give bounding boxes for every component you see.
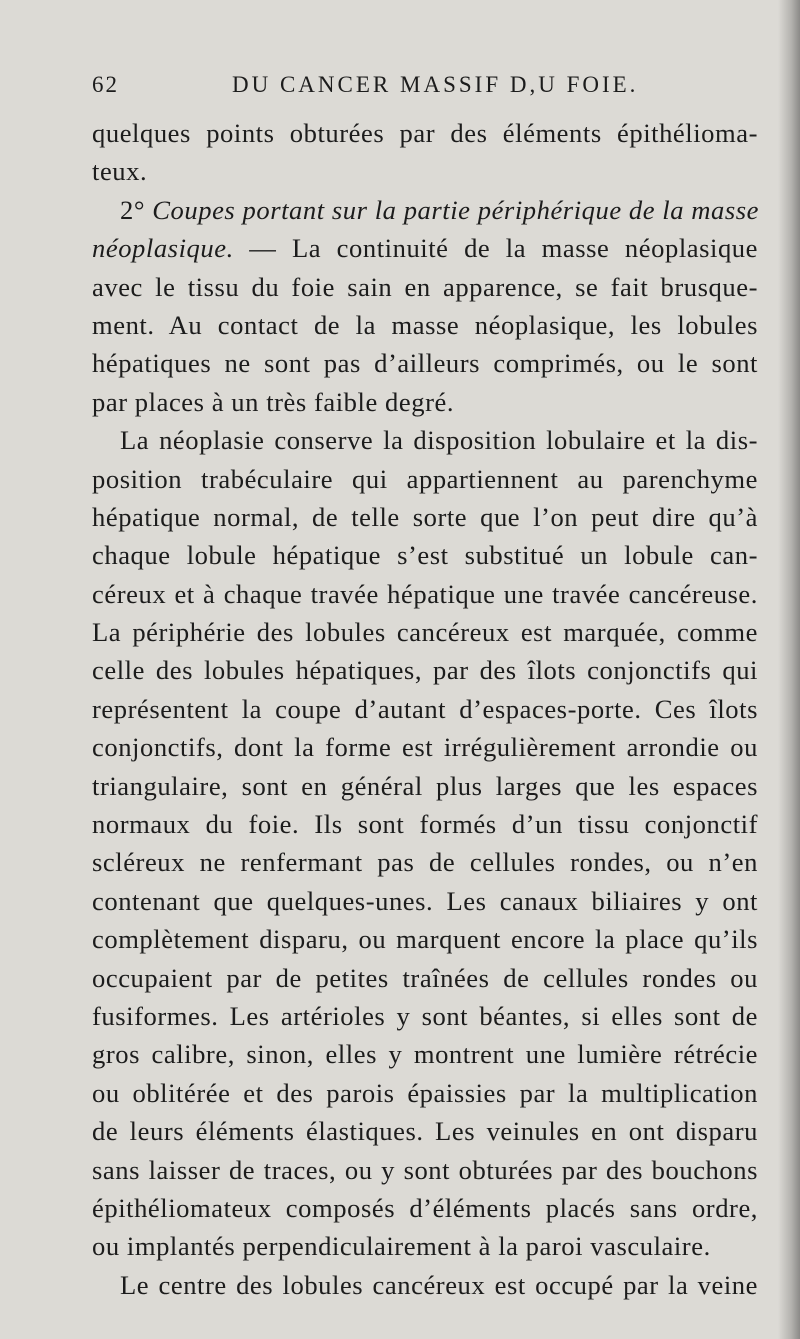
text-line: ou implantés perpendiculairement à la paroi vasculaire. <box>92 1231 711 1262</box>
text-line: de leurs éléments élastiques. Les veinules en ont disparu <box>92 1116 758 1147</box>
text-segment: — La continuité de la masse néoplasique <box>233 233 758 264</box>
text-line: conjonctifs, dont la forme est irrégulièrement arrondie ou <box>92 732 758 763</box>
section-number: 2° <box>120 194 153 225</box>
text-line: épithéliomateux composés d’éléments placés sans ordre, <box>92 1192 758 1223</box>
text-line: La néoplasie conserve la disposition lobulaire et la dis- <box>120 425 758 456</box>
section-heading-end: néoplasique. <box>92 233 234 264</box>
text-line: triangulaire, sont en général plus larges que les espaces <box>92 770 758 801</box>
text-line: avec le tissu du foie sain en apparence, se fait brusque- <box>92 271 758 302</box>
text-line: teux. <box>92 156 148 187</box>
text-line: complètement disparu, ou marquent encore la place qu’ils <box>92 924 758 955</box>
header-title: DU CANCER MASSIF D,U FOIE. <box>232 72 639 97</box>
text-line: normaux du foie. Ils sont formés d’un tissu conjonctif <box>92 809 758 840</box>
text-line: sans laisser de traces, ou y sont obturées par des bouchons <box>92 1154 758 1185</box>
text-line: ou oblitérée et des parois épaissies par la multiplication <box>92 1077 758 1108</box>
text-line: Le centre des lobules cancéreux est occupé par la veine <box>120 1269 758 1300</box>
text-line: ment. Au contact de la masse néoplasique, les lobules <box>92 309 758 340</box>
text-line <box>92 191 758 229</box>
text-line: représentent la coupe d’autant d’espaces-porte. Ces îlots <box>92 693 758 724</box>
text-line: gros calibre, sinon, elles y montrent une lumière rétrécie <box>92 1039 758 1070</box>
text-line: La périphérie des lobules cancéreux est marquée, comme <box>92 617 758 648</box>
text-line: par places à un très faible degré. <box>92 386 455 417</box>
text-line: hépatiques ne sont pas d’ailleurs comprimés, ou le sont <box>92 348 758 379</box>
text-line: fusiformes. Les artérioles y sont béantes, si elles sont de <box>92 1000 758 1031</box>
section-heading: Coupes portant sur la partie périphérique de la masse <box>152 194 760 225</box>
page-edge-shadow <box>778 0 800 1339</box>
text-line <box>92 229 758 267</box>
text-line: occupaient par de petites traînées de cellules rondes ou <box>92 962 758 993</box>
text-line: position trabéculaire qui appartiennent au parenchyme <box>92 463 758 494</box>
text-line: chaque lobule hépatique s’est substitué un lobule can- <box>92 540 758 571</box>
text-line: contenant que quelques-unes. Les canaux biliaires y ont <box>92 885 758 916</box>
text-line: scléreux ne renfermant pas de cellules rondes, ou n’en <box>92 847 758 878</box>
text-line: céreux et à chaque travée hépatique une travée cancéreuse. <box>92 578 758 609</box>
text-line: hépatique normal, de telle sorte que l’on peut dire qu’à <box>92 501 758 532</box>
text-line: celle des lobules hépatiques, par des îlots conjonctifs qui <box>92 655 758 686</box>
body-text <box>92 114 758 1304</box>
page-number: 62 <box>92 72 119 97</box>
text-line: quelques points obturées par des éléments épithélioma- <box>92 118 758 148</box>
running-head <box>92 72 760 108</box>
